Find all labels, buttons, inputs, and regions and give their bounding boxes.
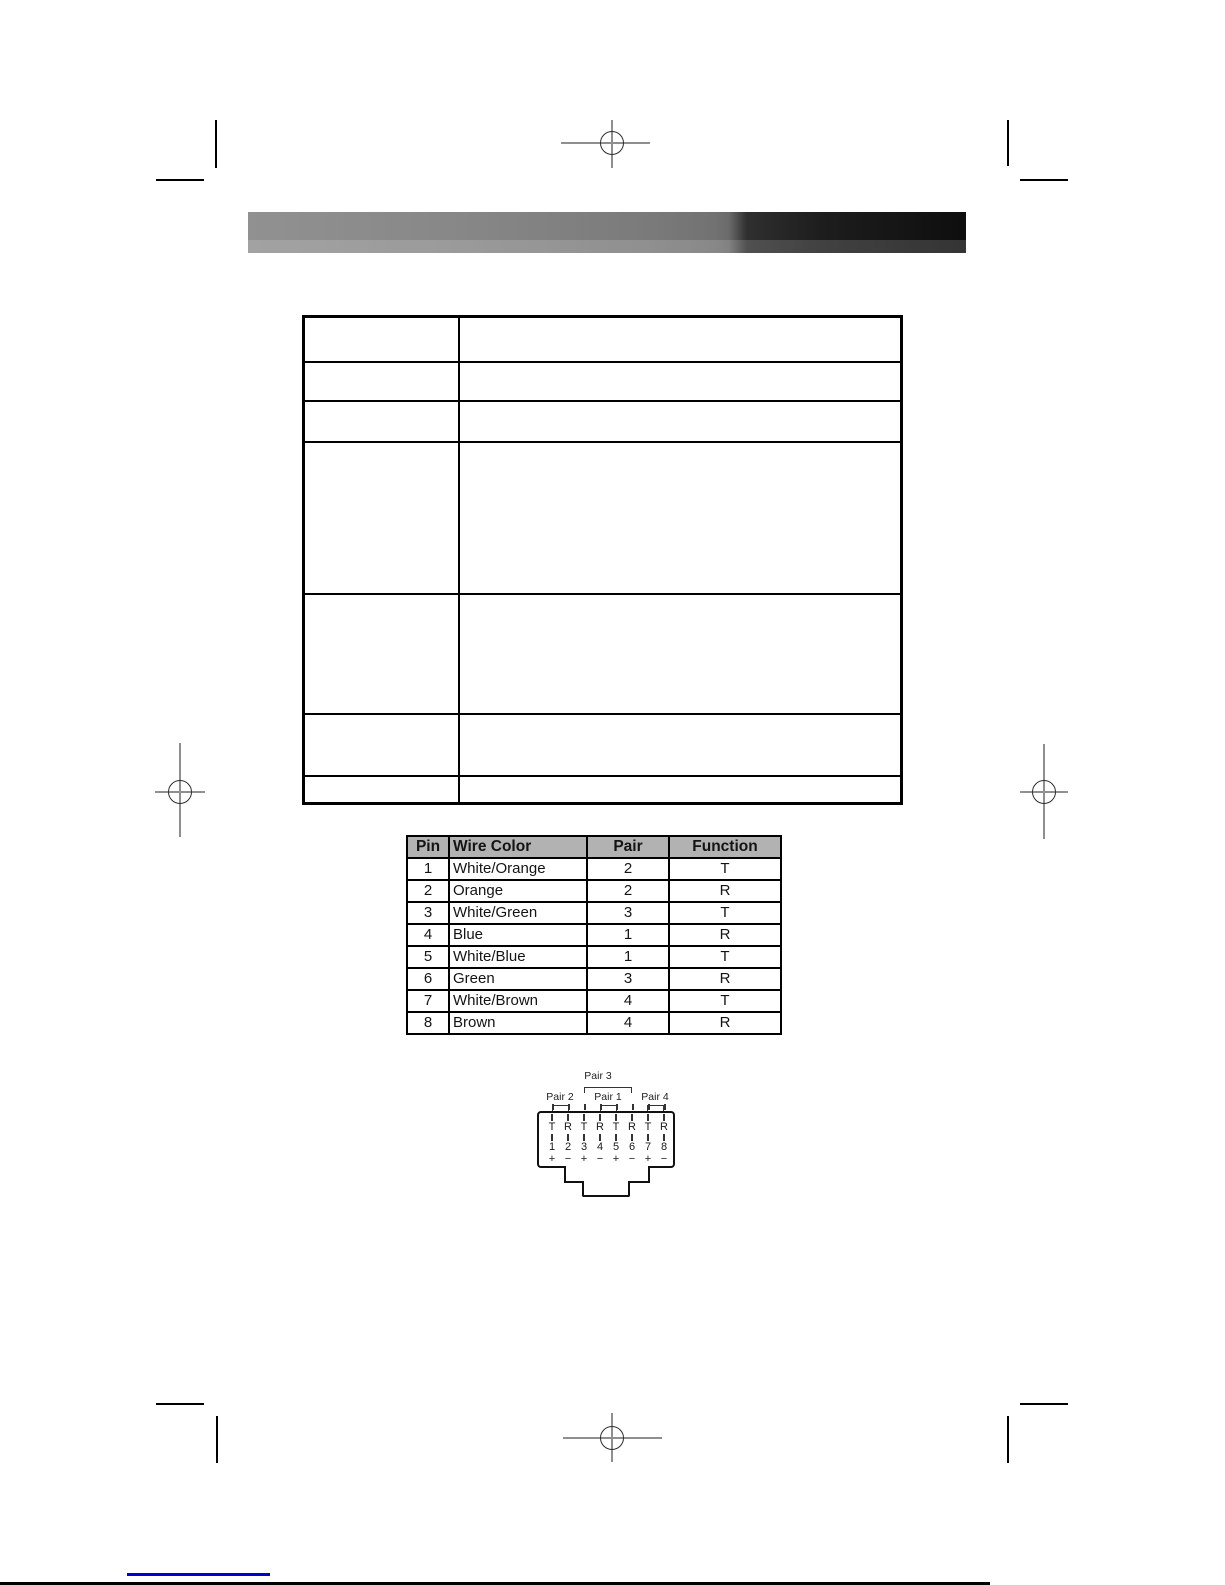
pin-table-row — [407, 990, 781, 1012]
pin-assignment-table — [406, 835, 782, 1035]
pair-cell: 4 — [587, 1012, 669, 1034]
pin-table-body — [407, 858, 781, 1034]
crop-mark-bottom-left-h — [156, 1403, 204, 1405]
function-cell: R — [669, 968, 781, 990]
wire-color-cell: Green — [449, 968, 587, 990]
pin-function-label: R — [628, 1121, 636, 1133]
pin-table-header-cell: Function — [669, 836, 781, 858]
pin-column — [656, 1114, 672, 1165]
pair4-label: Pair 4 — [641, 1091, 669, 1103]
wire-color-cell: White/Orange — [449, 858, 587, 880]
spec-table-row — [305, 318, 900, 363]
pin-table-row — [407, 1012, 781, 1034]
pin-column — [576, 1114, 592, 1165]
pin-cell: 6 — [407, 968, 449, 990]
spec-cell-value — [460, 777, 900, 802]
pin-number-label: 8 — [660, 1141, 668, 1153]
function-cell: T — [669, 990, 781, 1012]
pin-dash — [584, 1104, 586, 1110]
pair-cell: 3 — [587, 902, 669, 924]
connector-tab-outline — [582, 1181, 630, 1197]
spec-cell-label — [305, 443, 460, 593]
pair-cell: 2 — [587, 858, 669, 880]
pin-cell: 7 — [407, 990, 449, 1012]
pair3-label: Pair 3 — [584, 1070, 612, 1082]
function-cell: T — [669, 858, 781, 880]
crosshair-circle — [600, 131, 624, 155]
pin-dash — [551, 1114, 553, 1121]
pin-function-label: R — [596, 1121, 604, 1133]
spec-cell-label — [305, 595, 460, 713]
crop-mark-top-right-h — [1020, 179, 1068, 181]
pair-cell: 4 — [587, 990, 669, 1012]
pin-cell: 5 — [407, 946, 449, 968]
pin-number-label: 4 — [596, 1141, 604, 1153]
spec-cell-value — [460, 443, 900, 593]
pin-dash — [648, 1104, 650, 1110]
crop-mark-top-right-v — [1007, 120, 1009, 166]
crop-mark-bottom-left-v — [216, 1416, 218, 1463]
pin-dash — [551, 1134, 553, 1141]
pin-dash — [568, 1104, 570, 1110]
pin-dash — [647, 1134, 649, 1141]
crop-mark-top-left-h — [156, 179, 204, 181]
pin-function-label: T — [580, 1121, 588, 1133]
pin-dash — [663, 1134, 665, 1141]
pair-cell: 1 — [587, 924, 669, 946]
pin-number-label: 5 — [612, 1141, 620, 1153]
pin-column — [544, 1114, 560, 1165]
spec-cell-value — [460, 363, 900, 400]
pin-dash — [583, 1134, 585, 1141]
pin-number-label: 7 — [644, 1141, 652, 1153]
pin-cell: 1 — [407, 858, 449, 880]
pin-number-label: 6 — [628, 1141, 636, 1153]
pin-dash — [616, 1104, 618, 1110]
pin-dash — [583, 1114, 585, 1121]
function-cell: R — [669, 924, 781, 946]
function-cell: T — [669, 946, 781, 968]
pin-dash — [632, 1104, 634, 1110]
pin-number-label: 2 — [564, 1141, 572, 1153]
link-underline — [127, 1573, 270, 1576]
pin-column — [624, 1114, 640, 1165]
spec-table-row — [305, 443, 900, 595]
pin-dash — [552, 1104, 554, 1110]
pin-cell: 8 — [407, 1012, 449, 1034]
pin-dash — [647, 1114, 649, 1121]
spec-table-row — [305, 595, 900, 715]
spec-cell-label — [305, 715, 460, 775]
wire-color-cell: White/Blue — [449, 946, 587, 968]
pin-dash — [600, 1104, 602, 1110]
pin-dash — [631, 1134, 633, 1141]
spec-cell-label — [305, 363, 460, 400]
spec-cell-label — [305, 777, 460, 802]
spec-cell-value — [460, 715, 900, 775]
crop-mark-top-left-v — [215, 120, 217, 168]
wire-color-cell: Brown — [449, 1012, 587, 1034]
pin-table-header-cell: Pair — [587, 836, 669, 858]
pin-dash — [599, 1134, 601, 1141]
pin-number-label: 3 — [580, 1141, 588, 1153]
crop-mark-bottom-right-h — [1020, 1403, 1068, 1405]
wire-color-cell: White/Green — [449, 902, 587, 924]
spec-table-row — [305, 715, 900, 777]
spec-cell-value — [460, 402, 900, 441]
pin-column — [560, 1114, 576, 1165]
pair-cell: 1 — [587, 946, 669, 968]
pin-sign-label: − — [628, 1153, 636, 1165]
pair1-label: Pair 1 — [594, 1091, 622, 1103]
pin-table-row — [407, 968, 781, 990]
pin-table-row — [407, 924, 781, 946]
pin-number-label: 1 — [548, 1141, 556, 1153]
wire-color-cell: White/Brown — [449, 990, 587, 1012]
pair-cell: 2 — [587, 880, 669, 902]
pin-column — [608, 1114, 624, 1165]
pin-sign-label: + — [612, 1153, 620, 1165]
pin-table-header-cell: Wire Color — [449, 836, 587, 858]
pin-dash — [615, 1114, 617, 1121]
function-cell: R — [669, 1012, 781, 1034]
crosshair-circle — [1032, 780, 1056, 804]
pin-dash — [664, 1104, 666, 1110]
crosshair-circle — [600, 1426, 624, 1450]
pin-sign-label: + — [548, 1153, 556, 1165]
pin-sign-label: − — [564, 1153, 572, 1165]
spec-table-row — [305, 402, 900, 443]
pin-table-row — [407, 946, 781, 968]
pin-function-label: T — [612, 1121, 620, 1133]
pin-column — [640, 1114, 656, 1165]
wire-color-cell: Blue — [449, 924, 587, 946]
specifications-table — [302, 315, 903, 805]
pin-function-label: T — [548, 1121, 556, 1133]
pin-cell: 4 — [407, 924, 449, 946]
function-cell: T — [669, 902, 781, 924]
pin-sign-label: − — [660, 1153, 668, 1165]
pin-table-header-row — [407, 836, 781, 858]
function-cell: R — [669, 880, 781, 902]
pin-table-row — [407, 902, 781, 924]
pin-table-row — [407, 880, 781, 902]
pin-table-header-cell: Pin — [407, 836, 449, 858]
pin-dash — [615, 1134, 617, 1141]
spec-cell-value — [460, 318, 900, 361]
spec-cell-value — [460, 595, 900, 713]
pin-sign-label: − — [596, 1153, 604, 1165]
pair-cell: 3 — [587, 968, 669, 990]
pin-sign-label: + — [580, 1153, 588, 1165]
pin-cell: 3 — [407, 902, 449, 924]
spec-table-row — [305, 363, 900, 402]
pin-function-label: T — [644, 1121, 652, 1133]
wire-color-cell: Orange — [449, 880, 587, 902]
pin-function-label: R — [660, 1121, 668, 1133]
pin-dash — [631, 1114, 633, 1121]
pin-column — [592, 1114, 608, 1165]
crosshair-circle — [168, 780, 192, 804]
pin-cell: 2 — [407, 880, 449, 902]
pin-dash — [599, 1114, 601, 1121]
pin-dash — [567, 1134, 569, 1141]
pin-dash — [663, 1114, 665, 1121]
pin-table-row — [407, 858, 781, 880]
pin-sign-label: + — [644, 1153, 652, 1165]
pin-function-label: R — [564, 1121, 572, 1133]
section-header-banner — [248, 212, 966, 253]
pair2-label: Pair 2 — [546, 1091, 574, 1103]
spec-cell-label — [305, 318, 460, 361]
pin-dash — [567, 1114, 569, 1121]
spec-cell-label — [305, 402, 460, 441]
crop-mark-bottom-right-v — [1007, 1416, 1009, 1463]
spec-table-row — [305, 777, 900, 802]
